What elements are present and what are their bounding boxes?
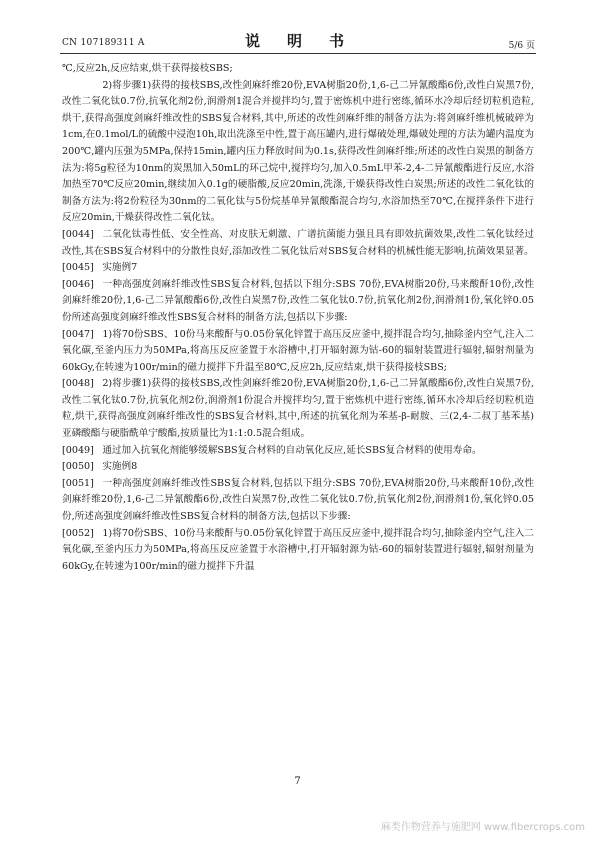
paragraph-number: [0047]	[62, 328, 94, 340]
paragraph-number: [0049]	[62, 444, 94, 456]
paragraph-number: [0044]	[62, 228, 94, 240]
paragraph-0045	[62, 260, 534, 277]
paragraph-0051: [0051] 一种高强度剑麻纤维改性SBS复合材料,包括以下组分:SBS 70份,EVA树脂20份,马来酸酐10份,改性剑麻纤维20份,1,6-己二异氰酸酯6份,改性白炭黑7份,改性二氧化钛0.7份,抗氧化剂2份,润滑剂1份,氧化锌0.05份,所述高强度剑麻纤维改性SBS复合材料的制备方法,包括以下步骤:	[62, 477, 534, 523]
patent-number: CN 107189311 A	[62, 38, 145, 48]
paragraph-continuation: ℃,反应2h,反应结束,烘干获得接枝SBS;	[62, 63, 233, 74]
header-rule	[60, 53, 536, 54]
example-heading: 实施例8	[102, 461, 138, 473]
watermark-text: 麻类作物营养与施肥网 www.fibercrops.com	[380, 822, 585, 833]
paragraph-0047: [0047] 1)将70份SBS、10份马来酸酐与0.05份氧化锌置于高压反应釜中,搅拌混合均匀,抽除釜内空气,注入二氧化碳,至釜内压力为50MPa,将高压反应釜置于水浴槽中,打开辐射源为钴-60的辐射装置进行辐射,辐射剂量为60kGy,在转速为100r/min的磁力搅拌下升温至80℃,反应2h,反应结束,烘干获得接枝SBS;	[62, 328, 534, 373]
paragraph-number: [0048]	[62, 378, 94, 390]
page-indicator: 5/6 页	[508, 41, 535, 51]
paragraph-number: [0050]	[62, 461, 94, 473]
paragraph-number: [0052]	[62, 527, 94, 539]
paragraph-0049: [0049] 通过加入抗氧化剂能够缓解SBS复合材料的自动氧化反应,延长SBS复合材料的使用寿命。	[62, 443, 534, 460]
document-body	[62, 61, 534, 575]
example-heading: 实施例7	[102, 262, 138, 274]
paragraph-0048: [0048] 2)将步骤1)获得的接枝SBS,改性剑麻纤维20份,EVA树脂20份,1,6-己二异氰酸酯6份,改性白炭黑7份,改性二氧化钛0.7份,抗氧化剂2份,润滑剂1份混合并搅拌均匀,置于密炼机中进行密练,循环水冷却后经切粒机造粒,烘干,获得高强度剑麻纤维改性的SBS复合材料,其中,所述的抗氧化剂为苯基-β-耐胺、三(2,4-二叔丁基苯基)亚磷酸酯与硬脂酰单宁酸酯,按质量比为1:1:0.5混合组成。	[62, 378, 534, 440]
paragraph-0052: [0052] 1)将70份SBS、10份马来酸酐与0.05份氧化锌置于高压反应釜中,搅拌混合均匀,抽除釜内空气,注入二氧化碳,至釜内压力为50MPa,将高压反应釜置于水浴槽中,打开辐射源为钴-60的辐射装置进行辐射,辐射剂量为60kGy,在转速为100r/min的磁力搅拌下升温	[62, 527, 534, 572]
page-number: 7	[294, 776, 301, 787]
paragraph-0044: [0044] 二氧化钛毒性低、安全性高、对皮肤无刺激、广谱抗菌能力强且具有即效抗菌效果,改性二氧化钛经过改性,其在SBS复合材料中的分散性良好,添加改性二氧化钛后对SBS复合材料的机械性能无影响,抗菌效果显著。	[62, 228, 534, 257]
document-type-title: 说 明 书	[244, 32, 350, 50]
paragraph-0046: [0046] 一种高强度剑麻纤维改性SBS复合材料,包括以下组分:SBS 70份,EVA树脂20份,马来酸酐10份,改性剑麻纤维20份,1,6-己二异氰酸酯6份,改性白炭黑7份,改性二氧化钛0.7份,抗氧化剂2份,润滑剂1份,氧化锌0.05份所述高强度剑麻纤维改性SBS复合材料的制备方法,包括以下步骤:	[62, 278, 534, 323]
paragraph-step-2: 2)将步骤1)获得的接枝SBS,改性剑麻纤维20份,EVA树脂20份,1,6-己二异氰酸酯6份,改性白炭黑7份,改性二氧化钛0.7份,抗氧化剂2份,润滑剂1混合并搅拌均匀,置于密炼机中进行密练,循环水冷却后经切粒机造粒,烘干,获得高强度剑麻纤维改性的SBS复合材料,其中,所述的改性剑麻纤维的制备方法为:将剑麻纤维机械破碎为1cm,在0.1mol/L的硫酸中浸泡10h,取出洗涤至中性,置于高压罐内,进行爆破处理,爆破处理的方法为罐内温度为200℃,罐内压强为5MPa,保持15min,罐内压力释放时间为0.1s,获得改性剑麻纤维;所述的改性白炭黑的制备方法为:将5g粒径为10nm的炭黑加入50mL的环己烷中,搅拌均匀,加入0.5mL甲苯-2,4-二异氰酸酯进行反应,水浴加热至70℃反应20min,继续加入0.1g的硬脂酸,反应20min,洗涤,干燥获得改性白炭黑;所述的改性二氧化钛的制备方法为:将2份粒径为30nm的二氧化钛与5份烷基单异氰酸酯混合均匀,水浴加热至70℃,在搅拌条件下进行反应20min,干燥获得改性二氧化钛。	[62, 79, 534, 224]
paragraph-number: [0046]	[62, 278, 94, 290]
paragraph-number: [0045]	[62, 262, 94, 274]
paragraph-number: [0051]	[62, 477, 94, 489]
paragraph-0050	[62, 459, 534, 476]
page-header	[0, 30, 595, 52]
